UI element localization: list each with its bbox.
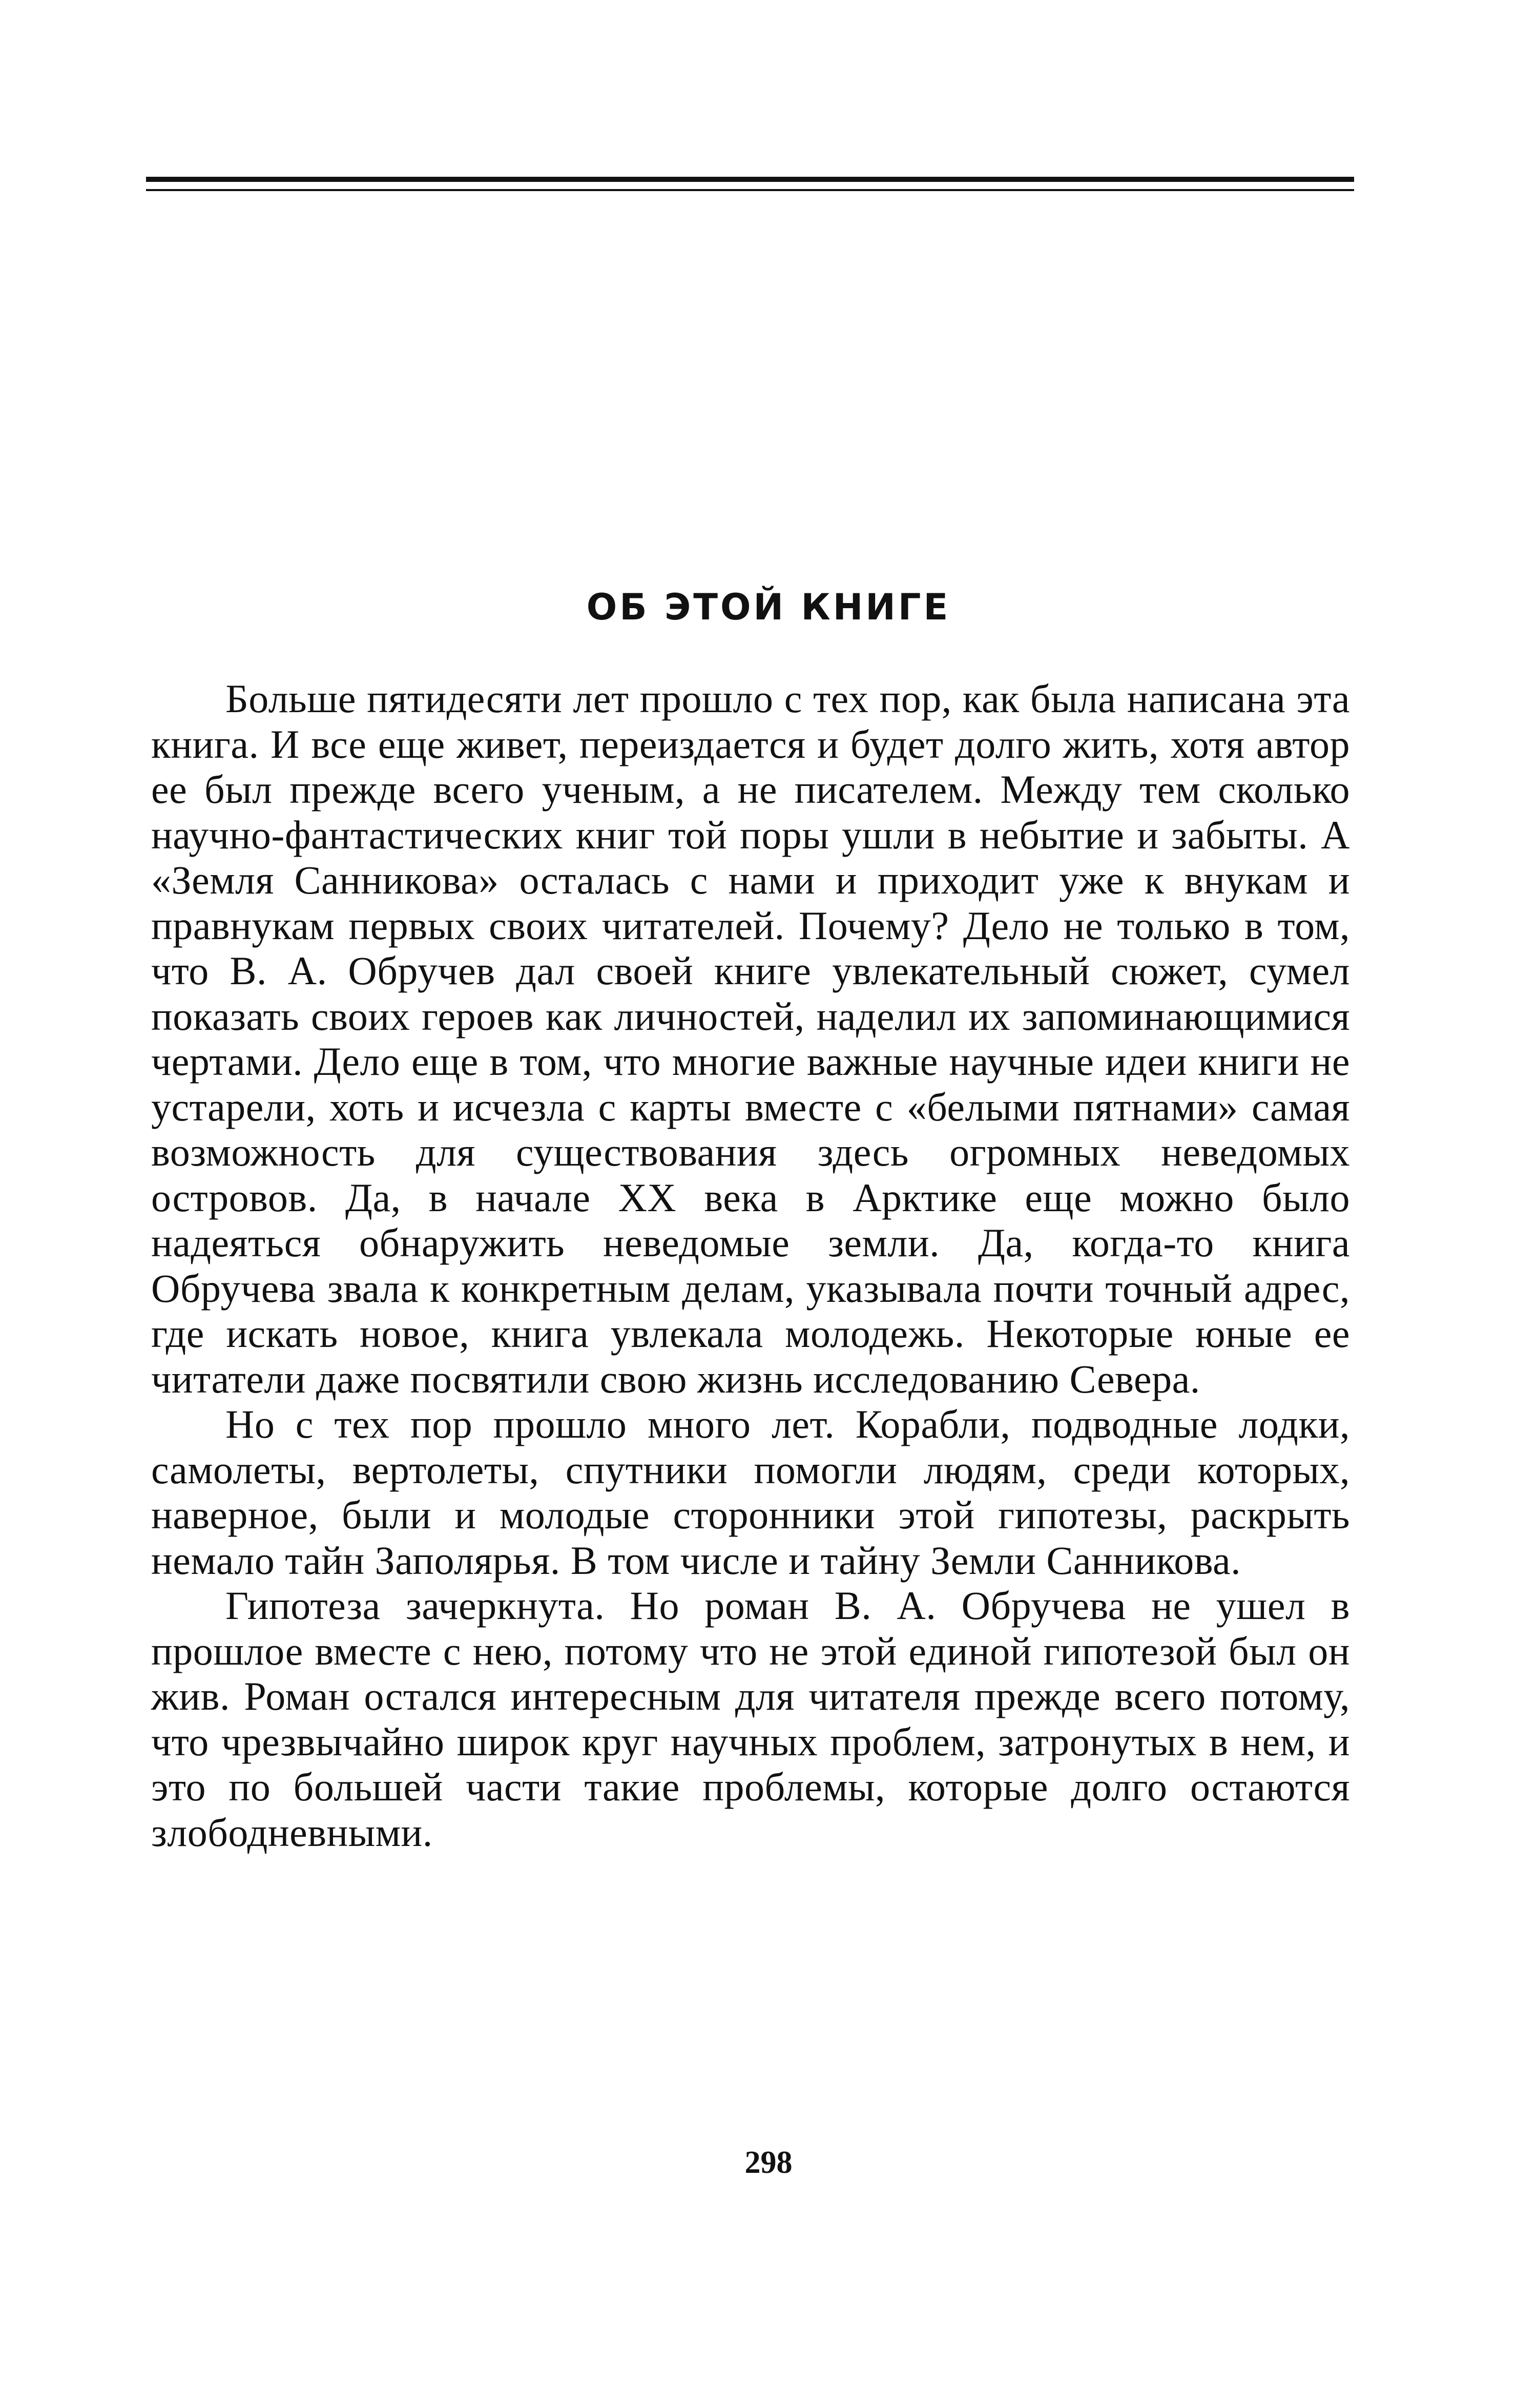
header-rule-thin bbox=[146, 189, 1354, 191]
body-text bbox=[151, 676, 1350, 1855]
page-number: 298 bbox=[744, 2145, 793, 2180]
header-rule bbox=[146, 177, 1354, 191]
section-heading: ОБ ЭТОЙ КНИГЕ bbox=[586, 586, 951, 628]
header-rule-thick bbox=[146, 177, 1354, 182]
paragraph: Больше пятидесяти лет прошло с тех пор, как была написана эта книга. И все еще живет, переиздается и будет долго жить, хотя автор ее был прежде всего ученым, а не писателем. Между тем сколько научно-фантастических книг той поры ушли в небытие и забыты. А «Земля Санникова» осталась с нами и приходит уже к внукам и правнукам первых своих читателей. Почему? Дело не только в том, что В. А. Обручев дал своей книге увлекательный сюжет, сумел показать своих героев как личностей, наделил их запоминающимися чертами. Дело еще в том, что многие важные научные идеи книги не устарели, хоть и исчезла с карты вместе с «белыми пятнами» самая возможность для существования здесь огромных неведомых островов. Да, в начале XX века в Арктике еще можно было надеяться обнаружить неведомые земли. Да, когда-то книга Обручева звала к конкретным делам, указывала почти точный адрес, где искать новое, книга увлекала молодежь. Некоторые юные ее читатели даже посвятили свою жизнь исследованию Севера. bbox=[151, 676, 1350, 1401]
paragraph: Гипотеза зачеркнута. Но роман В. А. Обручева не ушел в прошлое вместе с нею, потому что не этой единой гипотезой был он жив. Роман остался интересным для читателя прежде всего потому, что чрезвычайно широк круг научных проблем, затронутых в нем, и это по большей части такие проблемы, которые долго остаются злободневными. bbox=[151, 1583, 1350, 1855]
paragraph: Но с тех пор прошло много лет. Корабли, подводные лодки, самолеты, вертолеты, спутники помогли людям, среди которых, наверное, были и молодые сторонники этой гипотезы, раскрыть немало тайн Заполярья. В том числе и тайну Земли Санникова. bbox=[151, 1402, 1350, 1583]
